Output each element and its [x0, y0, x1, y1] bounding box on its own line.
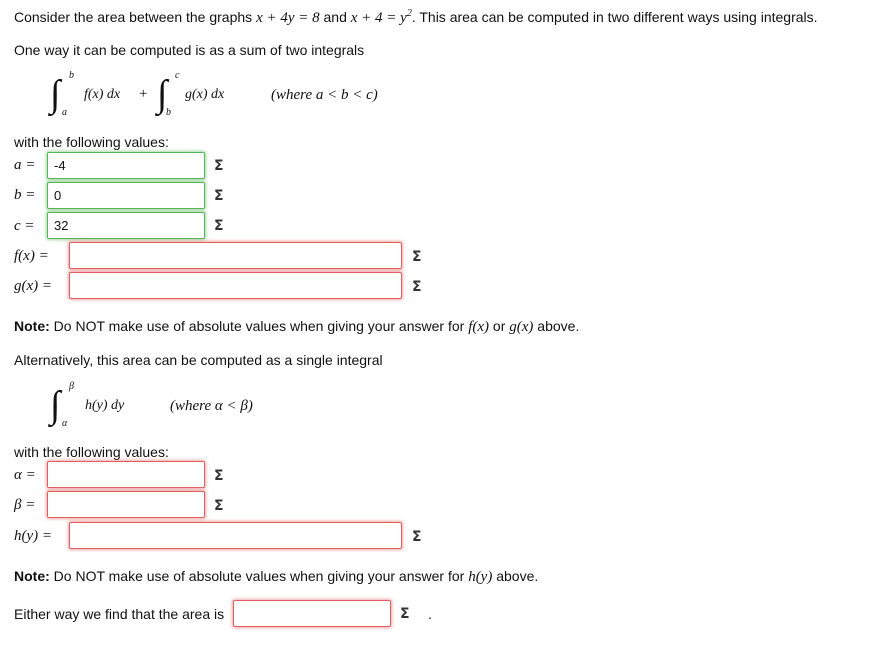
equation-2 — [351, 10, 412, 26]
integral-1-condition: (where a < b < c) — [271, 87, 378, 103]
sigma-icon[interactable]: Σ — [214, 188, 224, 204]
note-2-h: h(y) — [468, 569, 493, 585]
integral-3-condition: (where α < β) — [170, 398, 253, 414]
note-2-bold: Note: — [14, 568, 50, 584]
final-text: Either way we find that the area is — [14, 606, 225, 622]
sigma-icon[interactable]: Σ — [412, 249, 422, 265]
values-label-1: with the following values: — [14, 134, 169, 150]
integral-3-upper: β — [69, 381, 74, 392]
sigma-icon[interactable]: Σ — [412, 529, 422, 545]
intro-lead: Consider the area between the graphs — [14, 9, 253, 25]
note-1-end: above. — [537, 318, 580, 334]
note-2-text: Do NOT make use of absolute values when giving your answer for — [53, 568, 465, 584]
sigma-icon[interactable]: Σ — [214, 468, 224, 484]
note-2 — [14, 568, 538, 586]
h-input[interactable] — [69, 522, 402, 549]
sigma-icon[interactable]: Σ — [412, 279, 422, 295]
label-h: h(y) = — [14, 528, 53, 544]
equation-2-exponent: 2 — [406, 8, 412, 19]
note-1-text: Do NOT make use of absolute values when giving your answer for — [53, 318, 465, 334]
label-a: a = — [14, 157, 36, 173]
sigma-icon[interactable]: Σ — [214, 218, 224, 234]
c-input[interactable] — [47, 212, 205, 239]
intro-text — [14, 8, 818, 27]
f-input[interactable] — [69, 242, 402, 269]
integral-1-lower: a — [62, 107, 67, 118]
note-2-end: above. — [496, 568, 539, 584]
integral-sign-2: ∫ — [157, 73, 168, 115]
label-b: b = — [14, 187, 36, 203]
plus-sign: + — [139, 86, 148, 102]
integral-sign-3: ∫ — [50, 384, 61, 426]
sigma-icon[interactable]: Σ — [214, 498, 224, 514]
note-1-g: g(x) — [509, 319, 534, 335]
beta-input[interactable] — [47, 491, 205, 518]
integral-2-upper: c — [175, 70, 180, 81]
a-input[interactable] — [47, 152, 205, 179]
label-f: f(x) = — [14, 248, 49, 264]
integral-1-integrand: f(x) dx — [84, 87, 121, 102]
final-period: . — [428, 606, 432, 622]
integral-3-lower: α — [62, 418, 68, 429]
note-1-or: or — [492, 318, 506, 334]
label-c: c = — [14, 218, 35, 234]
b-input[interactable] — [47, 182, 205, 209]
integral-2-integrand: g(x) dx — [185, 87, 225, 102]
integral-3-integrand: h(y) dy — [85, 398, 125, 413]
alpha-input[interactable] — [47, 461, 205, 488]
note-1-bold: Note: — [14, 318, 50, 334]
area-input[interactable] — [233, 600, 391, 627]
equation-1: x + 4y = 8 — [256, 10, 320, 26]
intro-and: and — [323, 9, 347, 25]
sigma-icon[interactable]: Σ — [214, 158, 224, 174]
label-beta: β = — [14, 497, 36, 513]
note-1-f: f(x) — [468, 319, 490, 335]
values-label-2: with the following values: — [14, 444, 169, 460]
label-g: g(x) = — [14, 278, 53, 294]
label-alpha: α = — [14, 467, 36, 483]
integral-1-upper: b — [69, 70, 74, 81]
intro-tail: . This area can be computed in two different ways using integrals. — [411, 9, 818, 25]
sigma-icon[interactable]: Σ — [400, 606, 410, 622]
equation-2-base: x + 4 = y — [350, 10, 407, 26]
part1-text: One way it can be computed is as a sum of two integrals — [14, 42, 365, 58]
g-input[interactable] — [69, 272, 402, 299]
integral-2-lower: b — [166, 107, 171, 118]
part2-text: Alternatively, this area can be computed as a single integral — [14, 352, 383, 368]
note-1 — [14, 318, 579, 336]
integral-sign-1: ∫ — [50, 73, 61, 115]
